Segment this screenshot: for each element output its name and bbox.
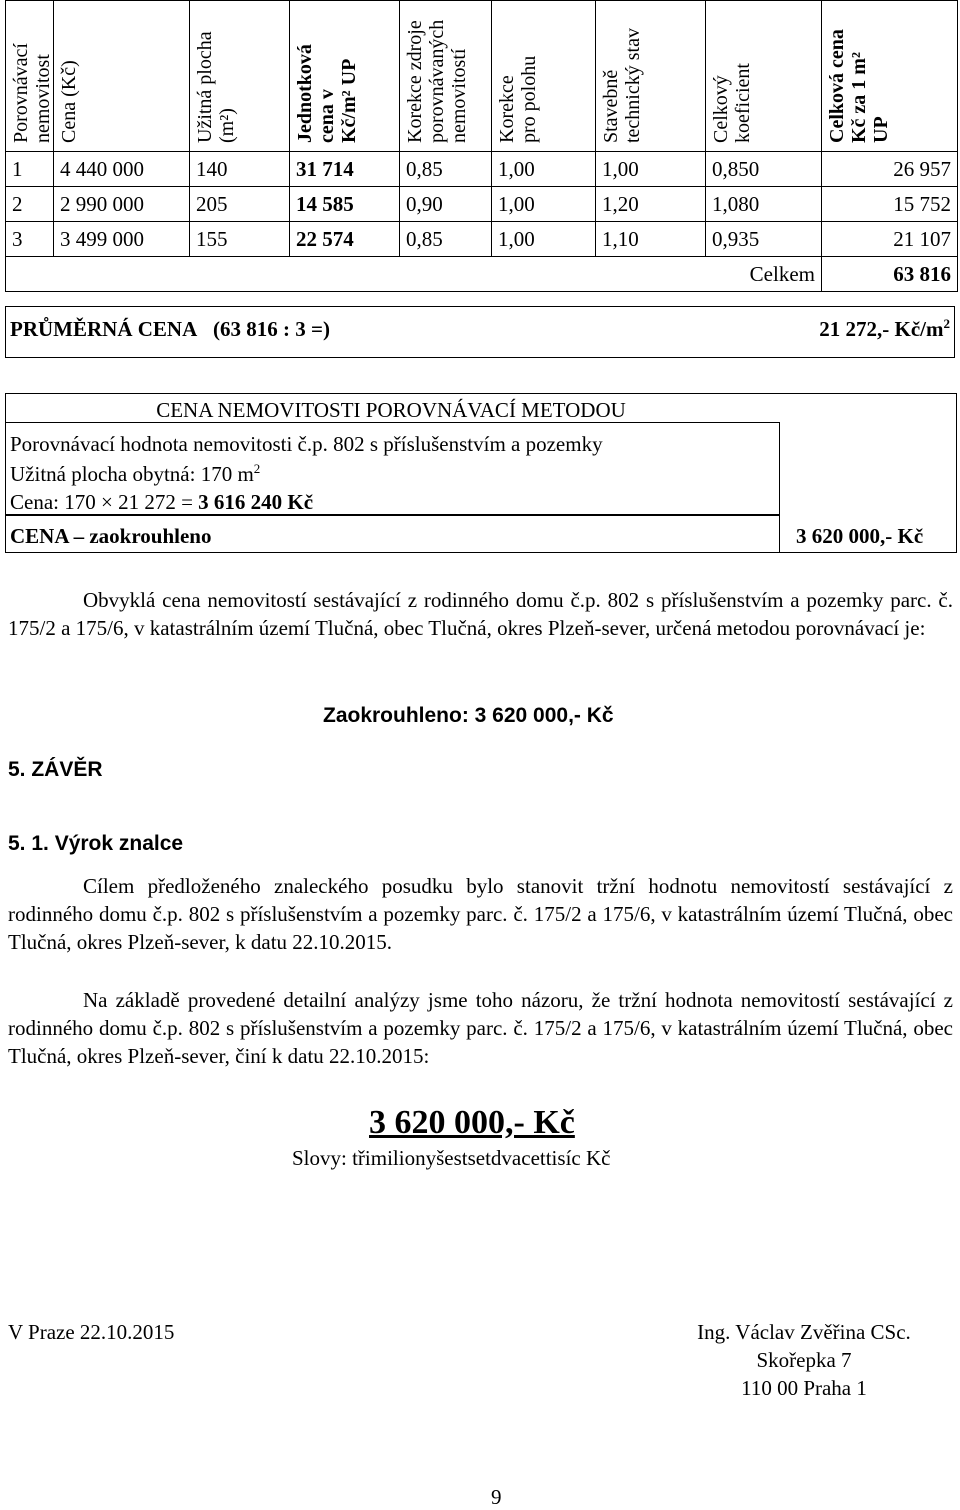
table-header-cell — [400, 1, 492, 152]
table-cell: 1,20 — [596, 187, 706, 222]
method-line-1: Porovnávací hodnota nemovitosti č.p. 802 s příslušenstvím a pozemky — [10, 432, 603, 456]
table-total-row — [6, 257, 958, 292]
table-header-line: cena v — [316, 89, 338, 143]
average-price-box — [5, 306, 955, 358]
table-cell: 22 574 — [290, 222, 400, 257]
table-header-line: Korekce zdroje — [404, 20, 426, 143]
table-header-line: koeficient — [732, 63, 754, 143]
place-date: V Praze 22.10.2015 — [8, 1320, 175, 1344]
table-header-line: Cena (Kč) — [58, 60, 80, 143]
table-header-line: Užitná plocha — [194, 31, 216, 143]
table-cell: 26 957 — [822, 152, 958, 187]
final-words: Slovy: třimilionyšestsetdvacettisíc Kč — [292, 1146, 611, 1170]
table-header-line: nemovitost — [32, 54, 54, 143]
table-header-cell — [822, 1, 958, 152]
table-cell: 0,90 — [400, 187, 492, 222]
table-header-line: Porovnávací — [10, 43, 32, 143]
average-calc: (63 816 : 3 =) — [213, 317, 330, 341]
table-cell: 1,00 — [492, 222, 596, 257]
rounded-value: 3 620 000,- Kč — [796, 524, 924, 548]
table-header-cell — [290, 1, 400, 152]
table-cell: 205 — [190, 187, 290, 222]
table-header-line: UP — [870, 116, 892, 143]
table-header-line: (m²) — [216, 108, 238, 143]
table-header-cell — [190, 1, 290, 152]
table-header-line: technický stav — [622, 28, 644, 143]
final-value: 3 620 000,- Kč — [369, 1104, 575, 1141]
table-cell: 4 440 000 — [54, 152, 190, 187]
table-header-line: Celkový — [710, 75, 732, 143]
table-header-line: Kč za 1 m² — [848, 52, 870, 143]
signature-name: Ing. Václav Zvěřina CSc. — [697, 1320, 911, 1344]
average-price-label — [10, 317, 330, 342]
table-header-line: porovnávaných — [426, 19, 448, 143]
table-header-cell — [6, 1, 54, 152]
table-cell: 1,10 — [596, 222, 706, 257]
table-header-line: Kč/m² UP — [338, 58, 360, 143]
table-header-row — [6, 1, 958, 152]
table-cell: 1 — [6, 152, 54, 187]
section-5-heading: 5. ZÁVĚR — [8, 758, 103, 781]
table-cell: 140 — [190, 152, 290, 187]
table-header-cell — [596, 1, 706, 152]
table-header-line: nemovitostí — [448, 48, 470, 143]
total-value: 63 816 — [822, 257, 958, 292]
table-row — [6, 222, 958, 257]
page-number: 9 — [491, 1485, 502, 1509]
rounded-result: Zaokrouhleno: 3 620 000,- Kč — [323, 704, 614, 727]
table-header-line: Jednotková — [294, 44, 316, 143]
method-line-2-sup: 2 — [253, 461, 261, 476]
average-label-text: PRŮMĚRNÁ CENA — [10, 317, 198, 341]
total-label: Celkem — [6, 257, 822, 292]
table-header-cell — [54, 1, 190, 152]
table-cell: 2 — [6, 187, 54, 222]
table-cell: 0,85 — [400, 152, 492, 187]
average-value-sup: 2 — [943, 316, 950, 331]
comparison-table — [5, 0, 958, 292]
table-row — [6, 152, 958, 187]
table-cell: 1,00 — [492, 152, 596, 187]
signature-city: 110 00 Praha 1 — [741, 1376, 867, 1400]
table-cell: 31 714 — [290, 152, 400, 187]
section-51-heading: 5. 1. Výrok znalce — [8, 832, 184, 855]
method-line-3 — [10, 490, 313, 515]
average-price-value — [819, 317, 950, 342]
rounded-label: CENA – zaokrouhleno — [10, 524, 212, 548]
table-cell: 0,850 — [706, 152, 822, 187]
table-cell: 21 107 — [822, 222, 958, 257]
method-box-title: CENA NEMOVITOSTI POROVNÁVACÍ METODOU — [156, 398, 626, 422]
table-cell: 0,935 — [706, 222, 822, 257]
signature-street: Skořepka 7 — [756, 1348, 852, 1372]
conclusion-paragraph-2: Na základě provedené detailní analýzy jsme toho názoru, že tržní hodnota nemovitostí sestávající z rodinného domu č.p. 802 s příslušenstvím a pozemky parc. č. 175/2 a 175/6, v katastrálním území Tlučná, obec Tlučná, okres Plzeň-sever, činí k datu 22.10.2015: — [8, 988, 953, 1068]
conclusion-paragraph-1: Cílem předloženého znaleckého posudku bylo stanovit tržní hodnotu nemovitostí sestávající z rodinného domu č.p. 802 s příslušenstvím a pozemky parc. č. 175/2 a 175/6, v katastrálním území Tlučná, obec Tlučná, okres Plzeň-sever, k datu 22.10.2015. — [8, 874, 953, 954]
table-cell: 3 — [6, 222, 54, 257]
table-cell: 0,85 — [400, 222, 492, 257]
table-cell: 1,080 — [706, 187, 822, 222]
table-header-line: pro polohu — [518, 55, 540, 143]
average-value-text: 21 272,- Kč/m — [819, 317, 944, 341]
table-header-line: Celková cena — [826, 29, 848, 143]
table-cell: 3 499 000 — [54, 222, 190, 257]
table-header-cell — [492, 1, 596, 152]
table-row — [6, 187, 958, 222]
method-line-2-text: Užitná plocha obytná: 170 m — [10, 462, 254, 486]
usual-price-paragraph: Obvyklá cena nemovitostí sestávající z rodinného domu č.p. 802 s příslušenstvím a pozemky parc. č. 175/2 a 175/6, v katastrálním území Tlučná, obec Tlučná, okres Plzeň-sever, určená metodou porovnávací je: — [8, 588, 953, 640]
table-cell: 14 585 — [290, 187, 400, 222]
table-header-line: Stavebně — [600, 69, 622, 143]
method-box — [5, 393, 957, 553]
table-header-line: Korekce — [496, 75, 518, 143]
table-cell: 2 990 000 — [54, 187, 190, 222]
method-line-3-bold: 3 616 240 Kč — [198, 490, 314, 514]
table-cell: 155 — [190, 222, 290, 257]
table-header-cell — [706, 1, 822, 152]
table-cell: 1,00 — [492, 187, 596, 222]
table-cell: 15 752 — [822, 187, 958, 222]
method-line-3-text: Cena: 170 × 21 272 = — [10, 490, 199, 514]
method-line-2 — [10, 462, 260, 487]
table-cell: 1,00 — [596, 152, 706, 187]
